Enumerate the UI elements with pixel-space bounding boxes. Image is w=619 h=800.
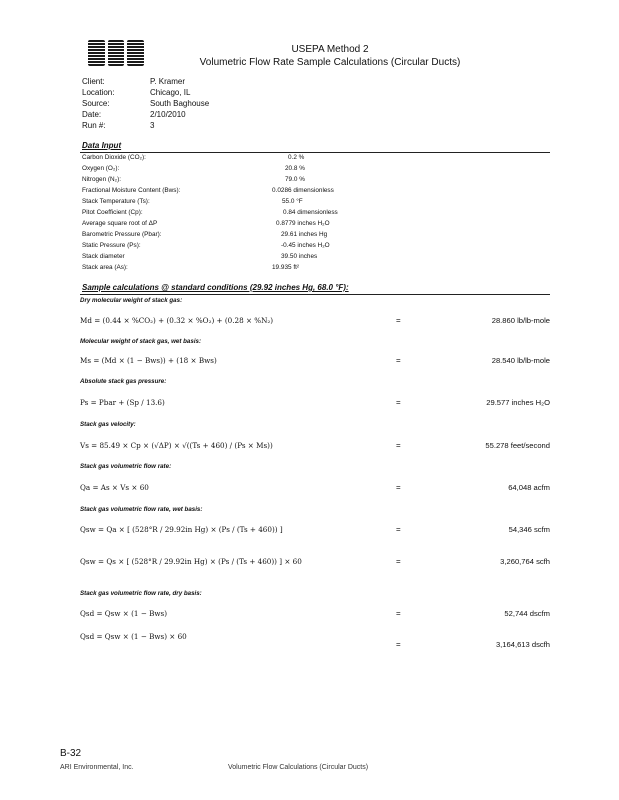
input-label-co2: Carbon Dioxide (CO₂): (82, 154, 146, 161)
subheading-wet-mw: Molecular weight of stack gas, wet basis: (80, 338, 202, 345)
input-label-moisture: Fractional Moisture Content (Bws): (82, 187, 181, 194)
info-label-client: Client: (82, 77, 105, 86)
formula-vs: Vs = 85.49 × Cp × (√ΔP) × √((Ts + 460) / (Ps × Ms)) (80, 441, 273, 450)
input-value-stack-temp: 55.0 °F (282, 198, 303, 205)
data-input-heading: Data Input (82, 141, 122, 150)
subheading-abs-pressure: Absolute stack gas pressure: (80, 378, 167, 385)
input-label-barometric: Barometric Pressure (Pbar): (82, 231, 162, 238)
subheading-dry-flow: Stack gas volumetric flow rate, dry basis: (80, 590, 202, 597)
input-label-stack-temp: Stack Temperature (Ts): (82, 198, 150, 205)
data-input-rule (80, 152, 550, 153)
input-value-barometric: 29.61 inches Hg (281, 231, 328, 238)
equals-md: = (396, 316, 401, 325)
equals-qa: = (396, 483, 401, 492)
input-value-pitot: 0.84 dimensionless (283, 209, 338, 216)
formula-qsw-hr: Qsw = Qs × [ (528°R / 29.92in Hg) × (Ps / (Ts + 460)) ] × 60 (80, 557, 302, 566)
info-value-run: 3 (150, 121, 155, 130)
formula-qsw-min: Qsw = Qa × [ (528°R / 29.92in Hg) × (Ps / (Ts + 460)) ] (80, 525, 283, 534)
info-label-run: Run #: (82, 121, 106, 130)
subheading-dry-mw: Dry molecular weight of stack gas: (80, 297, 183, 304)
info-value-client: P. Kramer (150, 77, 185, 86)
result-qsd-min: 52,744 dscfm (504, 609, 550, 618)
result-ps: 29.577 inches H₂O (486, 398, 550, 407)
footer-company: ARI Environmental, Inc. (60, 764, 134, 771)
sample-calc-rule (80, 294, 550, 295)
formula-md: Md = (0.44 × %CO₂) + (0.32 × %O₂) + (0.28 × %N₂) (80, 316, 274, 325)
result-qsd-hr: 3,164,613 dscfh (495, 640, 550, 649)
result-vs: 55.278 feet/second (485, 441, 550, 450)
formula-qa: Qa = As × Vs × 60 (80, 483, 149, 492)
input-value-o2: 20.8 % (285, 165, 305, 172)
result-md: 28.860 lb/lb-mole (491, 316, 550, 325)
result-qsw-min: 54,346 scfm (508, 525, 550, 534)
equals-vs: = (396, 441, 401, 450)
formula-ps: Ps = Pbar + (Sp / 13.6) (80, 398, 165, 407)
formula-qsd-hr: Qsd = Qsw × (1 − Bws) × 60 (80, 632, 187, 641)
info-label-source: Source: (82, 99, 110, 108)
footer-doc-title: Volumetric Flow Calculations (Circular Ducts) (228, 764, 369, 771)
equals-qsd-min: = (396, 609, 401, 618)
doc-title-method: USEPA Method 2 (291, 44, 369, 55)
subheading-vol-flow: Stack gas volumetric flow rate: (80, 463, 172, 470)
input-value-co2: 0.2 % (288, 154, 305, 161)
input-label-sqrt-dp: Average square root of ΔP (82, 220, 158, 227)
info-value-date: 2/10/2010 (150, 110, 186, 119)
info-value-source: South Baghouse (150, 99, 210, 108)
equals-qsd-hr: = (396, 640, 401, 649)
result-ms: 28.540 lb/lb-mole (491, 356, 550, 365)
result-qsw-hr: 3,260,764 scfh (500, 557, 550, 566)
input-value-n2: 79.0 % (285, 176, 305, 183)
formula-ms: Ms = (Md × (1 − Bws)) + (18 × Bws) (80, 356, 217, 365)
info-label-location: Location: (82, 88, 115, 97)
sample-calc-heading: Sample calculations @ standard conditions (29.92 inches Hg, 68.0 °F): (82, 283, 349, 292)
input-value-stack-area: 19.935 ft² (272, 264, 300, 271)
input-value-diameter: 39.50 inches (281, 253, 318, 260)
result-qa: 64,048 acfm (508, 483, 550, 492)
doc-title-description: Volumetric Flow Rate Sample Calculations (Circular Ducts) (199, 57, 461, 68)
equals-qsw-min: = (396, 525, 401, 534)
info-value-location: Chicago, IL (150, 88, 191, 97)
subheading-wet-flow: Stack gas volumetric flow rate, wet basis: (80, 506, 203, 513)
input-label-pitot: Pitot Coefficient (Cp): (82, 209, 143, 216)
input-label-diameter: Stack diameter (82, 253, 125, 260)
input-label-stack-area: Stack area (As): (82, 264, 128, 271)
equals-qsw-hr: = (396, 557, 401, 566)
input-value-static-pressure: -0.45 inches H₂O (281, 242, 330, 249)
equals-ms: = (396, 356, 401, 365)
company-logo (88, 40, 144, 66)
input-value-sqrt-dp: 0.8779 inches H₂O (276, 220, 330, 227)
input-label-o2: Oxygen (O₂): (82, 165, 120, 172)
formula-qsd-min: Qsd = Qsw × (1 − Bws) (80, 609, 167, 618)
subheading-velocity: Stack gas velocity: (80, 421, 136, 428)
input-value-moisture: 0.0286 dimensionless (272, 187, 334, 194)
input-label-n2: Nitrogen (N₂): (82, 176, 122, 183)
input-label-static-pressure: Static Pressure (Ps): (82, 242, 141, 249)
page-number: B-32 (60, 748, 82, 759)
info-label-date: Date: (82, 110, 102, 119)
equals-ps: = (396, 398, 401, 407)
